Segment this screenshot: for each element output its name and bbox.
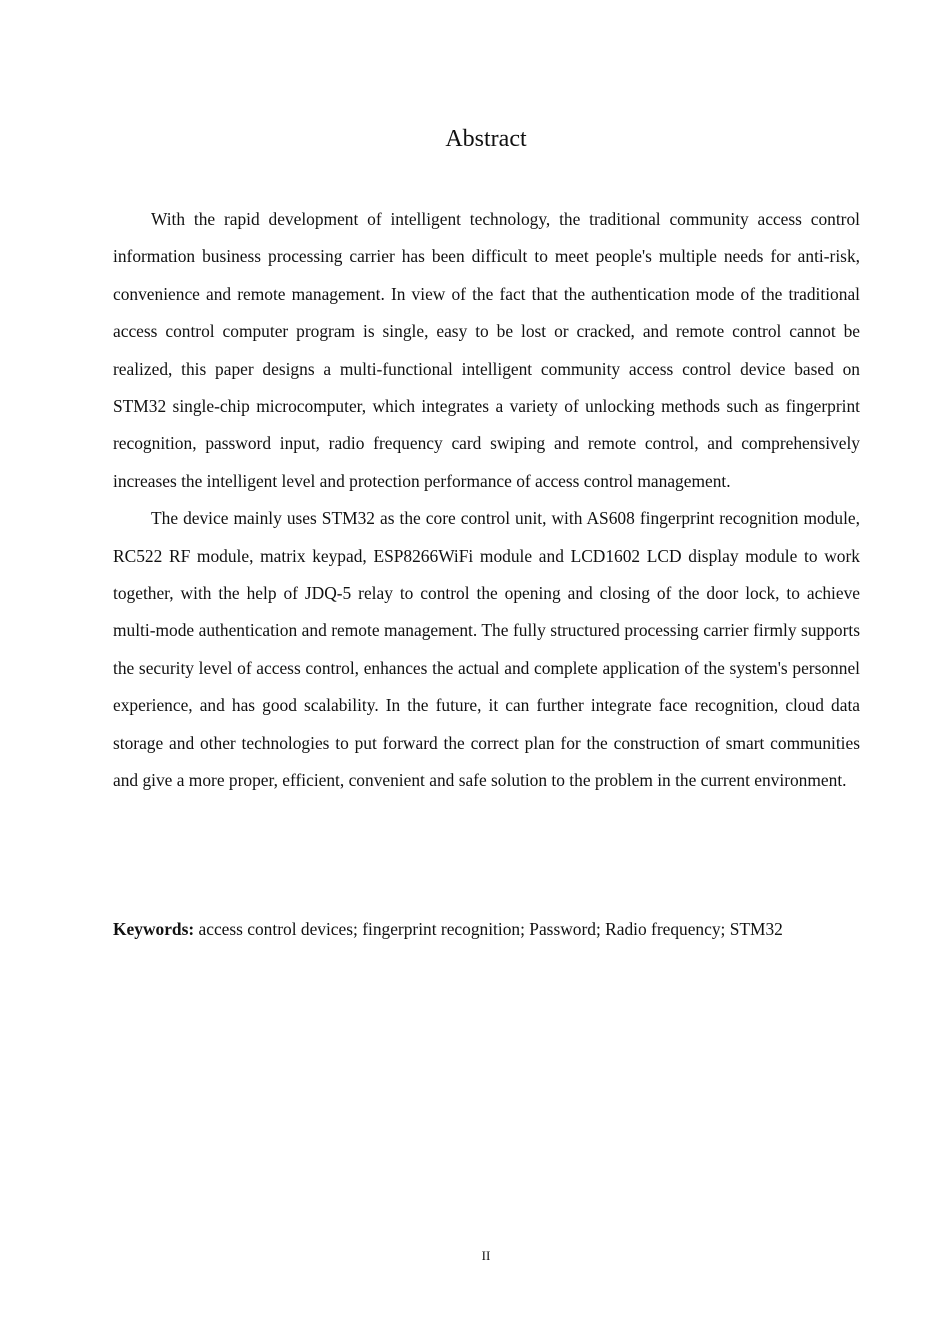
page-title: Abstract [445, 126, 527, 152]
keywords-text: access control devices; fingerprint recognition; Password; Radio frequency; STM32 [194, 919, 783, 939]
abstract-paragraph-1: With the rapid development of intelligent technology, the traditional community access control information business processing carrier has been difficult to meet people's multiple needs for anti-risk, convenience and remote management. In view of the fact that the authentication mode of the traditional access control computer program is single, easy to be lost or cracked, and remote control cannot be realized, this paper designs a multi-functional intelligent community access control device based on STM32 single-chip microcomputer, which integrates a variety of unlocking methods such as fingerprint recognition, password input, radio frequency card swiping and remote control, and comprehensively increases the intelligent level and protection performance of access control management. [113, 209, 860, 491]
page-number: II [481, 1248, 491, 1263]
abstract-body [113, 201, 860, 800]
keywords-label: Keywords: [113, 919, 195, 939]
abstract-paragraph-2: The device mainly uses STM32 as the core control unit, with AS608 fingerprint recognition module, RC522 RF module, matrix keypad, ESP8266WiFi module and LCD1602 LCD display module to work together, with the help of JDQ-5 relay to control the opening and closing of the door lock, to achieve multi-mode authentication and remote management. The fully structured processing carrier firmly supports the security level of access control, enhances the actual and complete application of the system's personnel experience, and has good scalability. In the future, it can further integrate face recognition, cloud data storage and other technologies to put forward the correct plan for the construction of smart communities and give a more proper, efficient, convenient and safe solution to the problem in the current environment. [113, 508, 860, 791]
keywords-line [113, 912, 873, 946]
